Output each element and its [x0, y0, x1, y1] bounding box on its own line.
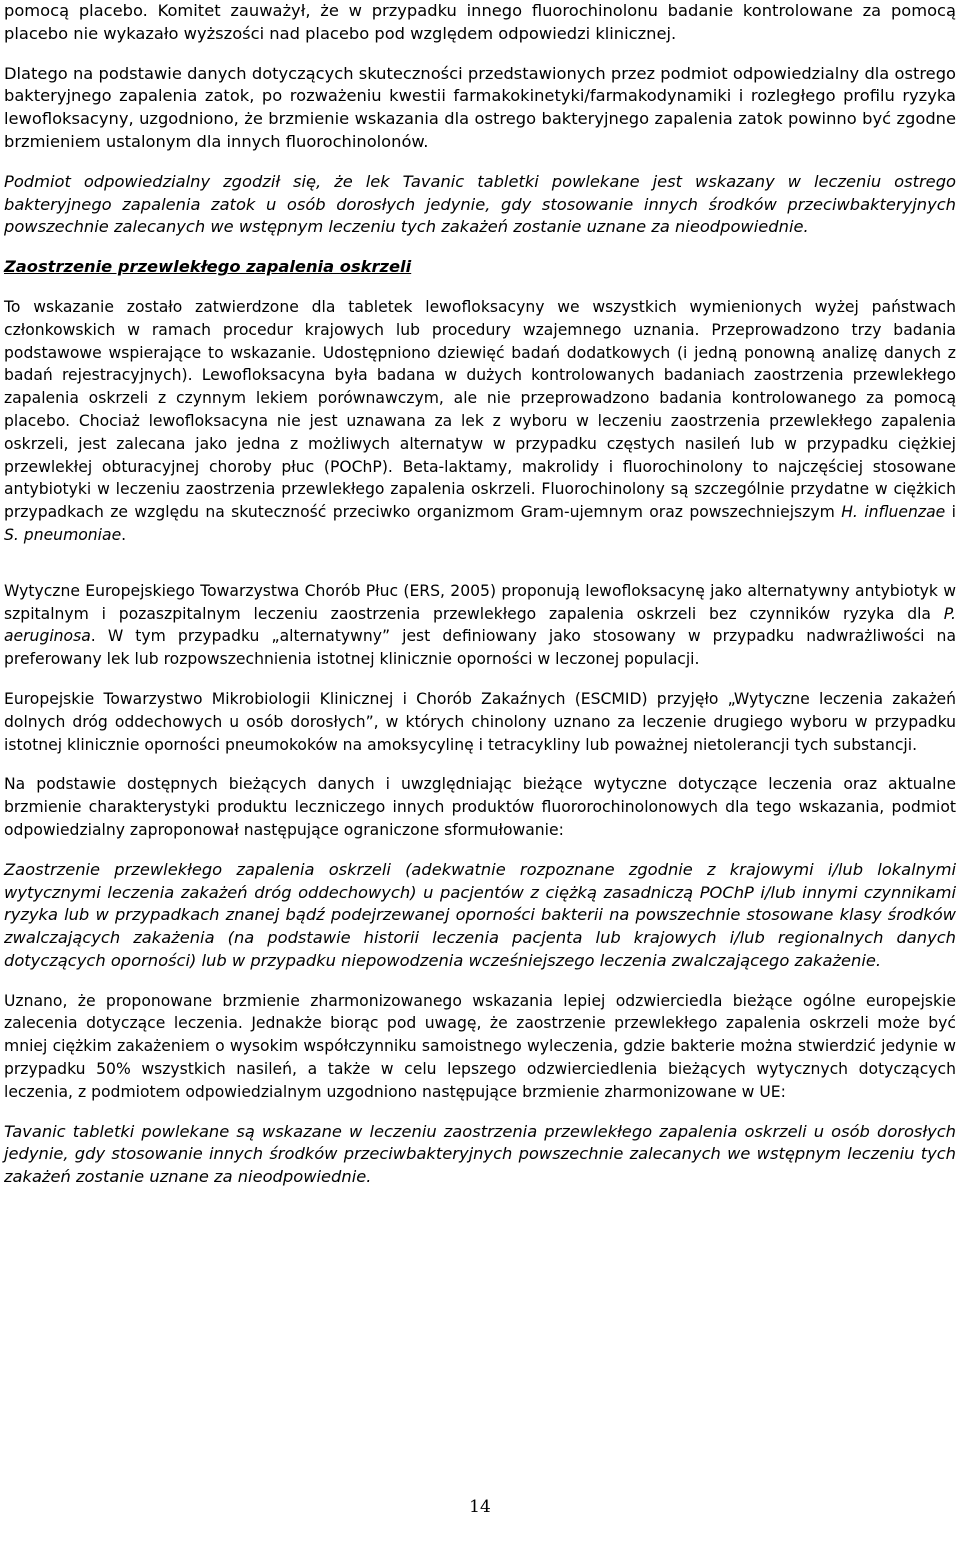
- paragraph-placebo-continuation: pomocą placebo. Komitet zauważył, że w przypadku innego fluorochinolonu badanie kontrolowane za pomocą placebo nie wykazało wyższości nad placebo pod względem odpowiedzi klinicznej.: [4, 1, 956, 43]
- paragraph-indication-approval: [4, 296, 956, 547]
- document-page: [4, 0, 956, 1189]
- paragraph-harmonised-wording-intro: Uznano, że proponowane brzmienie zharmonizowanego wskazania lepiej odzwierciedla bieżące ogólne europejskie zalecenia dotyczące leczenia. Jednakże biorąc pod uwagę, że zaostrzenie przewlekłego zapalenia oskrzeli może być mniej ciężkim zakażeniem o wysokim współczynniku samoistnego wyleczenia, gdzie bakterie można stwierdzić jedynie w przypadku 50% wszystkich nasileń, a także w celu lepszego odzwierciedlenia bieżących wytycznych dotyczących leczenia, z podmiotem odpowiedzialnym uzgodniono następujące brzmienie zharmonizowane w UE:: [4, 991, 956, 1101]
- species-name: S. pneumoniae: [4, 525, 122, 544]
- conjunction: i: [951, 503, 956, 522]
- paragraph-text: Wytyczne Europejskiego Towarzystwa Chorób Płuc (ERS, 2005) proponują lewofloksacynę jako alternatywny antybiotyk w szpitalnym i pozaszpitalnym leczeniu zaostrzenia przewlekłego zapalenia oskrzeli bez czynników ryzyka dla: [4, 581, 956, 623]
- page-number: 14: [469, 1497, 491, 1517]
- paragraph-proposed-wording-intro: Na podstawie dostępnych bieżących danych i uwzględniając bieżące wytyczne dotyczące leczenia oraz aktualne brzmienie charakterystyki produktu leczniczego innych produktów fluororochinolonowych dla tego wskazania, podmiot odpowiedzialny zaproponował następujące ograniczone sformułowanie:: [4, 775, 956, 839]
- paragraph-text: . W tym przypadku „alternatywny” jest definiowany jako stosowany w przypadku nadwrażliwości na preferowany lek lub rozpowszechnienia istotnej klinicznie oporności w leczonej populacji.: [4, 627, 956, 669]
- paragraph-text: To wskazanie zostało zatwierdzone dla tabletek lewofloksacyny we wszystkich wymienionych wyżej państwach członkowskich w ramach procedur krajowych lub procedury wzajemnego uznania. Przeprowadzono trzy badania podstawowe wspierające to wskazanie. Udostępniono dziewięć badań dodatkowych (i jedną ponowną analizę danych z badań rejestracyjnych). Lewofloksacyna była badana w dużych kontrolowanych badaniach zaostrzenia przewlekłego zapalenia oskrzeli z czynnym lekiem porównawczym, ale nie przeprowadzono badania kontrolowanego za pomocą placebo. Chociaż lewofloksacyna nie jest uznawana za lek z wyboru w leczeniu zaostrzenia przewlekłego zapalenia oskrzeli, jest zalecana jako jedna z możliwych alternatyw w przypadku częstych nasileń lub w przypadku ciężkiej przewlekłej obturacyjnej choroby płuc (POChP). Beta-laktamy, makrolidy i fluorochinolony to najczęściej stosowane antybiotyki w leczeniu zaostrzenia przewlekłego zapalenia oskrzeli. Fluorochinolony są szczególnie przydatne w ciężkich przypadkach ze względu na skuteczność przeciwko organizmom Gram-ujemnym oraz powszechniejszym: [4, 297, 956, 522]
- species-name: P. aeruginosa: [4, 604, 956, 646]
- paragraph-ers-guidelines: [4, 580, 956, 671]
- paragraph-harmonised-wording: Tavanic tabletki powlekane są wskazane w leczeniu zaostrzenia przewlekłego zapalenia oskrzeli u osób dorosłych jedynie, gdy stosowanie innych środków przeciwbakteryjnych powszechnie zalecanych we wstępnym leczeniu tych zakażeń zostanie uznane za nieodpowiednie.: [4, 1121, 956, 1187]
- section-heading: Zaostrzenie przewlekłego zapalenia oskrzeli: [4, 257, 412, 277]
- paragraph-proposed-wording: Zaostrzenie przewlekłego zapalenia oskrzeli (adekwatnie rozpoznane zgodnie z krajowymi i/lub lokalnymi wytycznymi leczenia zakażeń dróg oddechowych) u pacjentów z ciężką zasadniczą POChP i/lub innymi czynnikami ryzyka lub w przypadkach znanej bądź podejrzewanej oporności bakterii na powszechnie stosowane klasy środków zwalczających zakażenia (na podstawie historii leczenia pacjenta lub krajowych i/lub regionalnych danych dotyczących oporności) lub w przypadku niepowodzenia wcześniejszego leczenia zwalczającego zakażenie.: [4, 859, 956, 970]
- paragraph-sinusitis-agreed-wording: Podmiot odpowiedzialny zgodził się, że lek Tavanic tabletki powlekane jest wskazany w leczeniu ostrego bakteryjnego zapalenia zatok u osób dorosłych jedynie, gdy stosowanie innych środków przeciwbakteryjnych powszechnie zalecanych we wstępnym leczeniu tych zakażeń zostanie uznane za nieodpowiednie.: [4, 171, 956, 237]
- paragraph-sinusitis-efficacy: Dlatego na podstawie danych dotyczących skuteczności przedstawionych przez podmiot odpowiedzialny dla ostrego bakteryjnego zapalenia zatok, po rozważeniu kwestii farmakokinetyki/farmakodynamiki i rozległego profilu ryzyka lewofloksacyny, uzgodniono, że brzmienie wskazania dla ostrego bakteryjnego zapalenia zatok powinno być zgodne brzmieniem ustalonym dla innych fluorochinolonów.: [4, 63, 956, 151]
- paragraph-escmid-guidelines: Europejskie Towarzystwo Mikrobiologii Klinicznej i Chorób Zakaźnych (ESCMID) przyjęło „Wytyczne leczenia zakażeń dolnych dróg oddechowych u osób dorosłych”, w których chinolony uznano za leczenie drugiego wyboru w przypadku istotnej klinicznie oporności pneumokoków na amoksycylinę i tetracykliny lub poważnej nietolerancji tych substancji.: [4, 689, 956, 754]
- species-name: H. influenzae: [841, 503, 946, 522]
- paragraph-end: .: [121, 525, 127, 544]
